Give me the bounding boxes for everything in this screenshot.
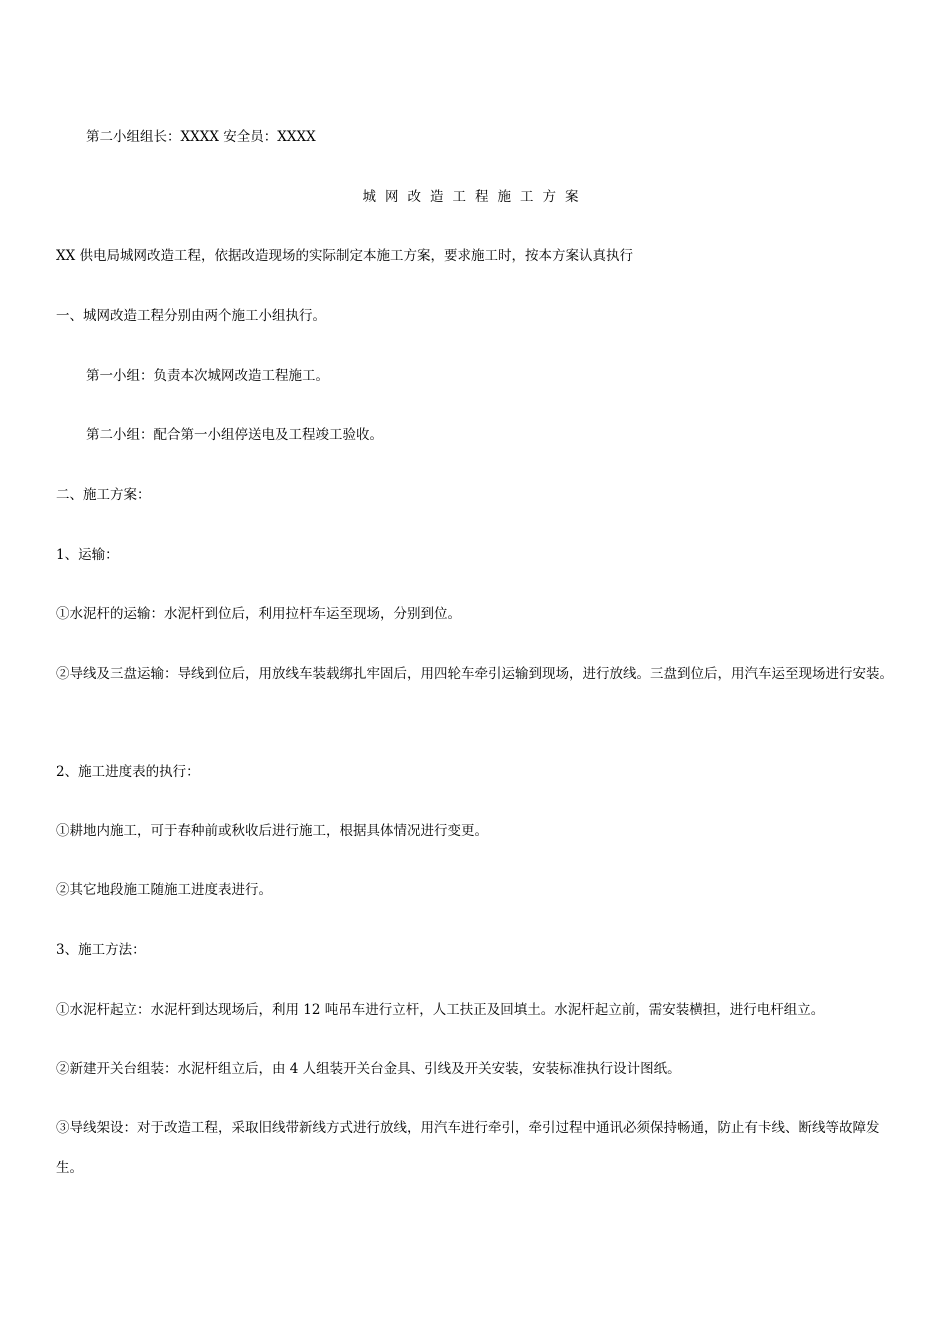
team2-leader-line: 第二小组组长：XXXX 安全员：XXXX [86,129,316,145]
section2-heading: 二、施工方案： [56,487,151,503]
methods-heading: 3、施工方法： [56,942,146,958]
group1-description: 第一小组：负责本次城网改造工程施工。 [86,368,329,384]
transport-heading: 1、运输： [56,547,119,563]
document-title: 城网改造工程施工方案 [362,189,588,205]
schedule-item-1: ①耕地内施工，可于春种前或秋收后进行施工，根据具体情况进行变更。 [56,823,488,839]
methods-item-1: ①水泥杆起立：水泥杆到达现场后，利用 12 吨吊车进行立杆，人工扶正及回填土。水泥杆起立前，需安装横担，进行电杆组立。 [56,1002,825,1018]
transport-item-1: ①水泥杆的运输：水泥杆到位后，利用拉杆车运至现场，分别到位。 [56,606,461,622]
transport-item-2: ②导线及三盘运输：导线到位后，用放线车装载绑扎牢固后，用四轮车牵引运输到现场，进行放线。三盘到位后，用汽车运至现场进行安装。 [56,666,893,682]
group2-description: 第二小组：配合第一小组停送电及工程竣工验收。 [86,427,383,443]
methods-item-3: ③导线架设：对于改造工程，采取旧线带新线方式进行放线，用汽车进行牵引，牵引过程中通讯必须保持畅通，防止有卡线、断线等故障发生。 [56,1120,880,1176]
schedule-item-2: ②其它地段施工随施工进度表进行。 [56,882,272,898]
section1-heading: 一、城网改造工程分别由两个施工小组执行。 [56,308,326,324]
methods-item-2: ②新建开关台组装：水泥杆组立后，由 4 人组装开关台金具、引线及开关安装，安装标准执行设计图纸。 [56,1061,681,1077]
schedule-heading: 2、施工进度表的执行： [56,764,200,780]
intro-paragraph: XX 供电局城网改造工程，依据改造现场的实际制定本施工方案，要求施工时，按本方案认真执行 [56,248,634,264]
